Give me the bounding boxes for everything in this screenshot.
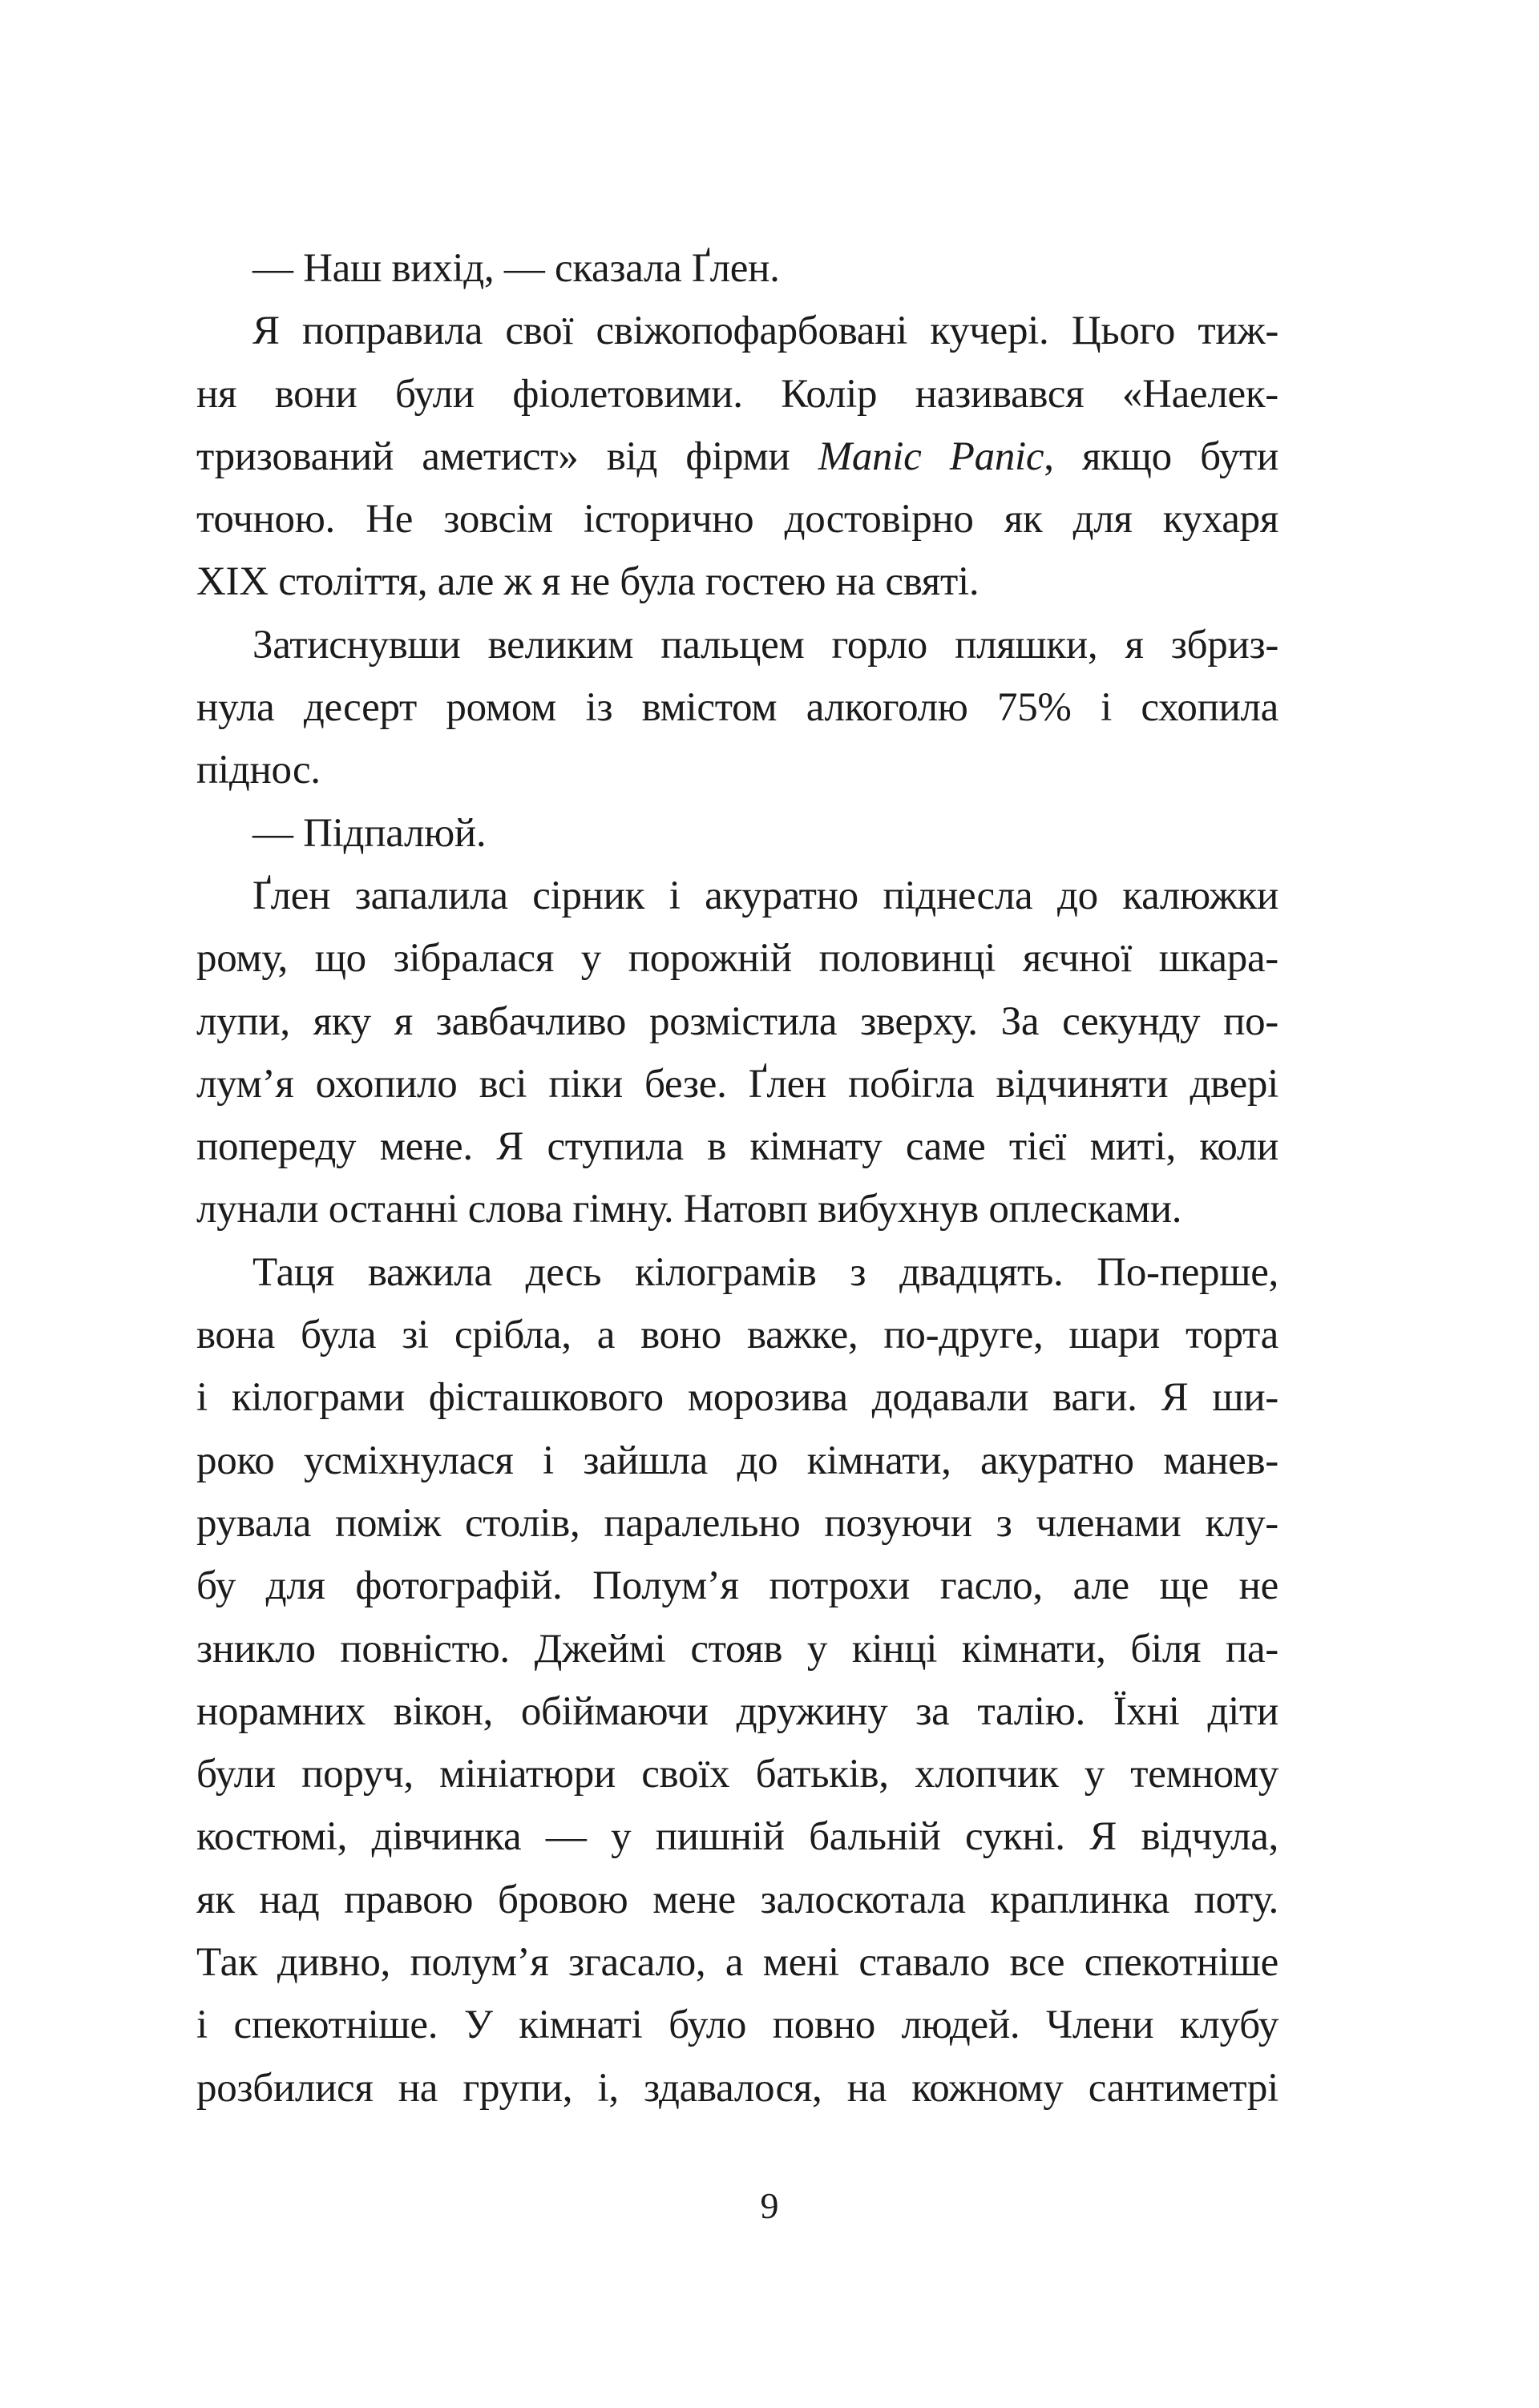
text-line: і спекотніше. У кімнаті було повно людей. Члени клубу	[196, 2003, 1278, 2048]
text-line: — Наш вихід, — сказала Ґлен.	[252, 246, 780, 291]
text-line: попереду мене. Я ступила в кімнату саме тієї миті, коли	[196, 1124, 1278, 1170]
text-line: точною. Не зовсім історично достовірно як для кухаря	[196, 497, 1278, 543]
text-line: роко усміхнулася і зайшла до кімнати, акуратно манев-	[196, 1438, 1278, 1483]
brand-name-italic: Manic Panic	[818, 434, 1044, 479]
text-line: лунали останні слова гімну. Натовп вибухнув оплесками.	[196, 1187, 1182, 1232]
text-line: Затиснувши великим пальцем горло пляшки, я збриз-	[252, 622, 1278, 668]
text-line: XIX століття, але ж я не була гостею на святі.	[196, 559, 980, 605]
paragraph-dialogue-2	[196, 802, 1278, 865]
paragraph-flame	[196, 865, 1278, 1241]
page-number: 9	[760, 2185, 779, 2226]
text-line: і кілограми фісташкового морозива додавали ваги. Я ши-	[196, 1375, 1278, 1421]
page-body	[196, 237, 1278, 2120]
text-line: нула десерт ромом із вмістом алкоголю 75% і схопила	[196, 685, 1278, 731]
paragraph-curls	[196, 300, 1278, 613]
text-line: були поруч, мініатюри своїх батьків, хлопчик у темному	[196, 1752, 1278, 1797]
text-line: — Підпалюй.	[252, 810, 487, 856]
text-line: рувала поміж столів, паралельно позуючи з членами клу-	[196, 1500, 1278, 1546]
text-line: Таця важила десь кілограмів з двадцять. По-перше,	[252, 1249, 1278, 1295]
paragraph-tray	[196, 1241, 1278, 2120]
text-line-with-brand	[196, 426, 1278, 488]
text-line: лупи, яку я завбачливо розмістила зверху. За секунду по-	[196, 998, 1278, 1044]
text-line: зникло повністю. Джеймі стояв у кінці кімнати, біля па-	[196, 1626, 1278, 1672]
text-line: лум’я охопило всі піки безе. Ґлен побігла відчиняти двері	[196, 1061, 1278, 1107]
text-line: Я поправила свої свіжопофарбовані кучері. Цього тиж-	[252, 309, 1278, 354]
text-line: ня вони були фіолетовими. Колір називався «Наелек-	[196, 371, 1278, 417]
text-fragment: тризований аметист» від фірми	[196, 434, 818, 479]
text-fragment: , якщо бути	[1044, 434, 1278, 479]
text-line: бу для фотографій. Полум’я потрохи гасло, але ще не	[196, 1563, 1278, 1609]
paragraph-rum	[196, 614, 1278, 802]
text-line: вона була зі срібла, а воно важке, по-друге, шари торта	[196, 1313, 1278, 1358]
text-line: норамних вікон, обіймаючи дружину за талію. Їхні діти	[196, 1688, 1278, 1734]
text-line: рому, що зібралася у порожній половинці яєчної шкара-	[196, 936, 1278, 982]
text-line: як над правою бровою мене залоскотала краплинка поту.	[196, 1877, 1278, 1922]
text-line: розбилися на групи, і, здавалося, на кожному сантиметрі	[196, 2065, 1278, 2111]
paragraph-dialogue-1	[196, 237, 1278, 300]
text-line: костюмі, дівчинка — у пишній бальній сукні. Я відчула,	[196, 1814, 1278, 1860]
text-line: Ґлен запалила сірник і акуратно піднесла до калюжки	[252, 873, 1278, 918]
text-line: піднос.	[196, 748, 321, 793]
text-line: Так дивно, полум’я згасало, а мені ставало все спекотніше	[196, 1940, 1278, 1986]
